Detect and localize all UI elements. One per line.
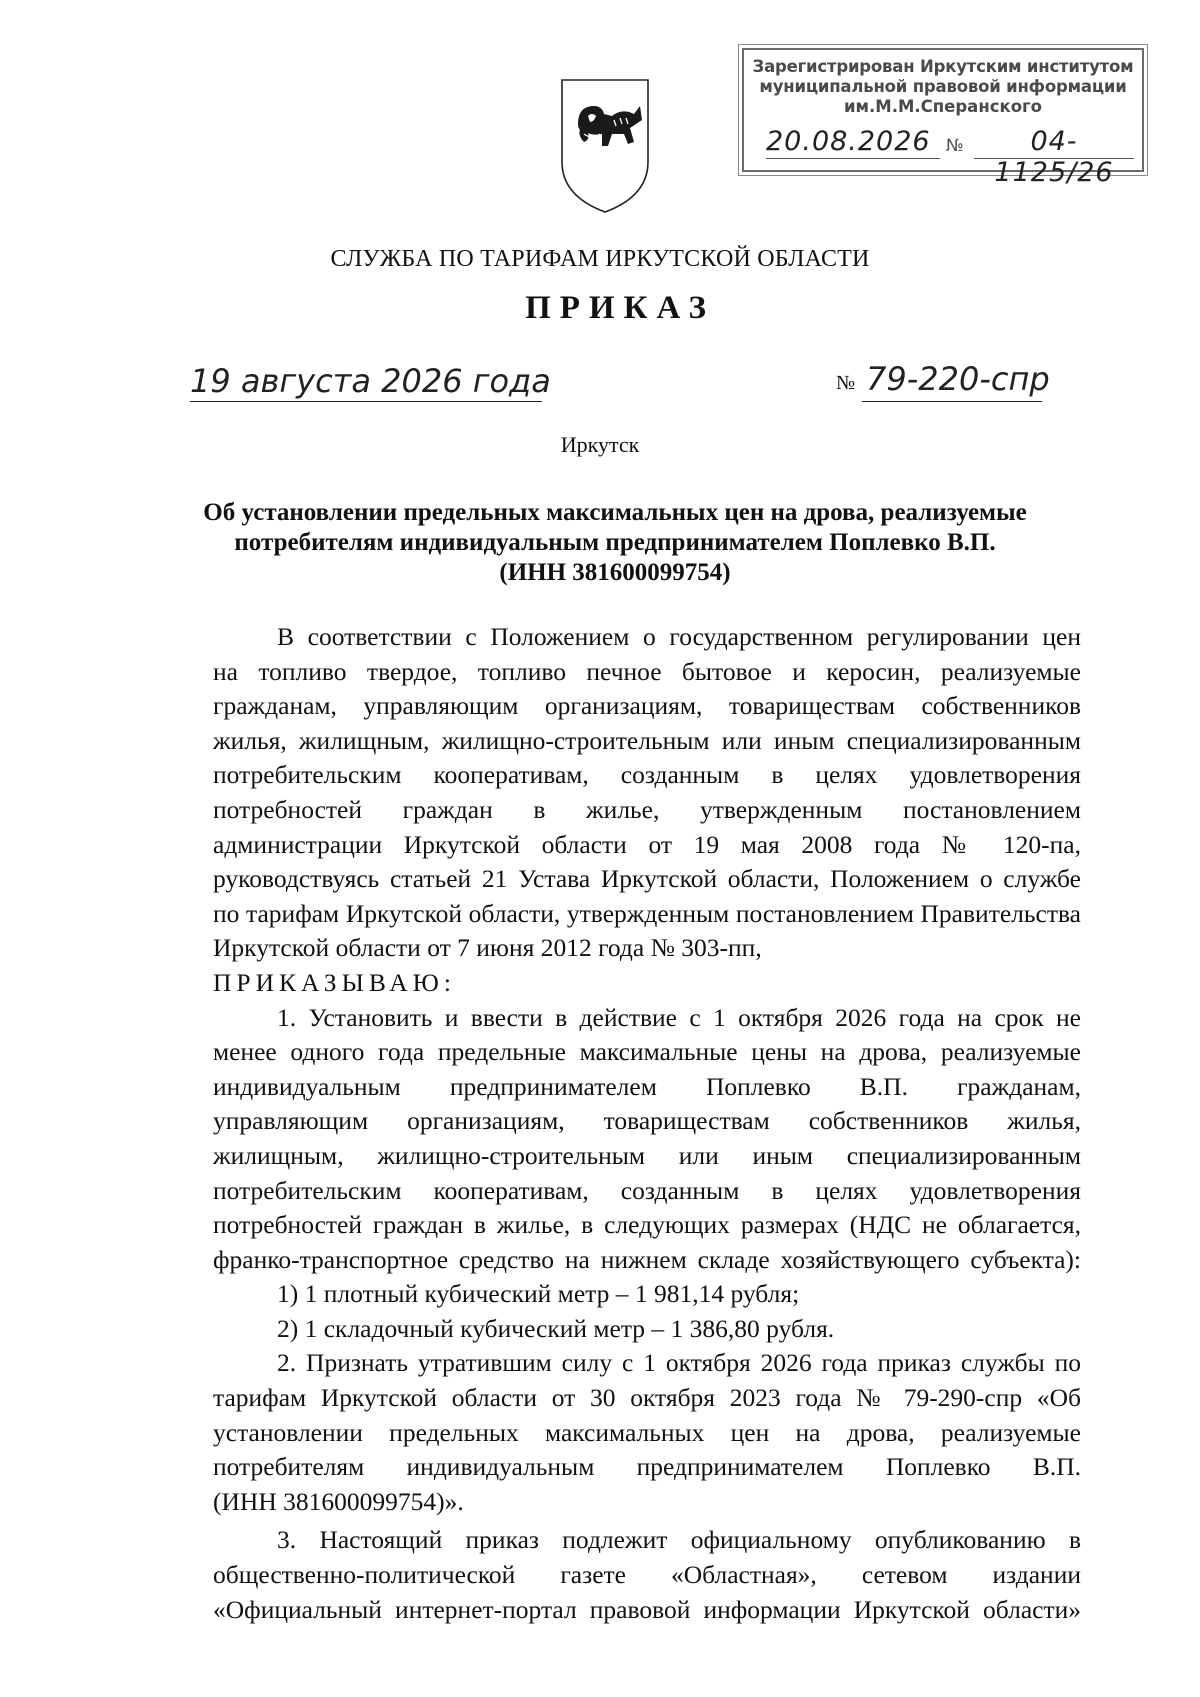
document-heading [150,498,1080,588]
stamp-line: Зарегистрирован Иркутским институтом [752,57,1134,76]
stamp-registration-date: 20.08.2026 [766,126,931,157]
body-line: жилья, жилищным, жилищно-строительным или иным специализированным [213,725,1081,755]
body-line: потребительским кооперативам, созданным в целях удовлетворения [213,1175,1081,1205]
body-line: потребностей граждан в жилье, утвержденным постановлением [213,794,1081,824]
stamp-registration-number: 04-1125/26 [994,126,1114,188]
stamp-line: муниципальной правовой информации [759,77,1127,96]
body-line: установлении предельных максимальных цен на дрова, реализуемые [213,1417,1081,1447]
body-line: тарифам Иркутской области от 30 октября 2023 года № 79-290-спр «Об [213,1383,1081,1413]
number-underline [862,401,1042,402]
order-date: 19 августа 2026 года [190,362,551,400]
date-underline [190,401,542,402]
body-line: франко-транспортное средство на нижнем складе хозяйствующего субъекта): [213,1244,1081,1274]
document-type: ПРИКАЗ [525,290,715,326]
body-line: «Официальный интернет-портал правовой информации Иркутской области» [213,1594,1081,1624]
city: Иркутск [560,432,640,457]
number-sign: № [836,372,856,394]
body-line: гражданам, управляющим организациям, товариществам собственников [213,691,1081,721]
body-line: общественно-политической газете «Областная», сетевом издании [213,1560,1081,1590]
body-line: управляющим организациям, товариществам собственников жилья, [213,1106,1081,1136]
price-line: 2) 1 складочный кубический метр – 1 386,80 рубля. [277,1313,835,1343]
heading-line: Об установлении предельных максимальных цен на дрова, реализуемые [203,499,1027,526]
registration-stamp [742,48,1144,188]
body-line: индивидуальным предпринимателем Поплевко В.П. гражданам, [213,1071,1081,1101]
body-line: (ИНН 381600099754)». [213,1486,464,1516]
body-line: 1. Установить и ввести в действие с 1 октября 2026 года на срок не [277,1002,1081,1032]
stamp-line: им.М.М.Сперанского [843,97,1042,116]
document-body [213,620,1081,1627]
body-line: на топливо твердое, топливо печное бытовое и керосин, реализуемые [213,656,1081,686]
body-line: по тарифам Иркутской области, утвержденным постановлением Правительства [213,898,1081,928]
stamp-number-sign: № [946,136,964,156]
body-line: руководствуясь статьей 21 Устава Иркутской области, Положением о службе [213,864,1081,894]
coat-of-arms-icon [556,76,654,216]
body-line: Иркутской области от 7 июня 2012 года № 303-пп, [213,933,762,963]
body-line: 2. Признать утратившим силу с 1 октября 2026 года приказ службы по [277,1348,1081,1378]
body-line: потребностей граждан в жилье, в следующих размерах (НДС не облагается, [213,1210,1081,1240]
heading-line: (ИНН 381600099754) [499,559,731,586]
body-line: менее одного года предельные максимальные цены на дрова, реализуемые [213,1037,1081,1067]
heading-line: потребителям индивидуальным предпринимателем Поплевко В.П. [234,529,996,556]
body-line: администрации Иркутской области от 19 мая 2008 года № 120-па, [213,829,1081,859]
body-line: жилищным, жилищно-строительным или иным специализированным [213,1140,1081,1170]
body-line: 3. Настоящий приказ подлежит официальному опубликованию в [277,1525,1081,1555]
order-word: ПРИКАЗЫВАЮ: [213,967,456,997]
price-line: 1) 1 плотный кубический метр – 1 981,14 рубля; [277,1279,800,1309]
body-line: потребителям индивидуальным предпринимателем Поплевко В.П. [213,1452,1081,1482]
order-number: 79-220-спр [866,360,1050,398]
body-line: потребительским кооперативам, созданным в целях удовлетворения [213,760,1081,790]
stamp-registration [758,122,1130,188]
agency-name: СЛУЖБА ПО ТАРИФАМ ИРКУТСКОЙ ОБЛАСТИ [330,246,870,272]
body-line: В соответствии с Положением о государственном регулировании цен [277,622,1081,651]
